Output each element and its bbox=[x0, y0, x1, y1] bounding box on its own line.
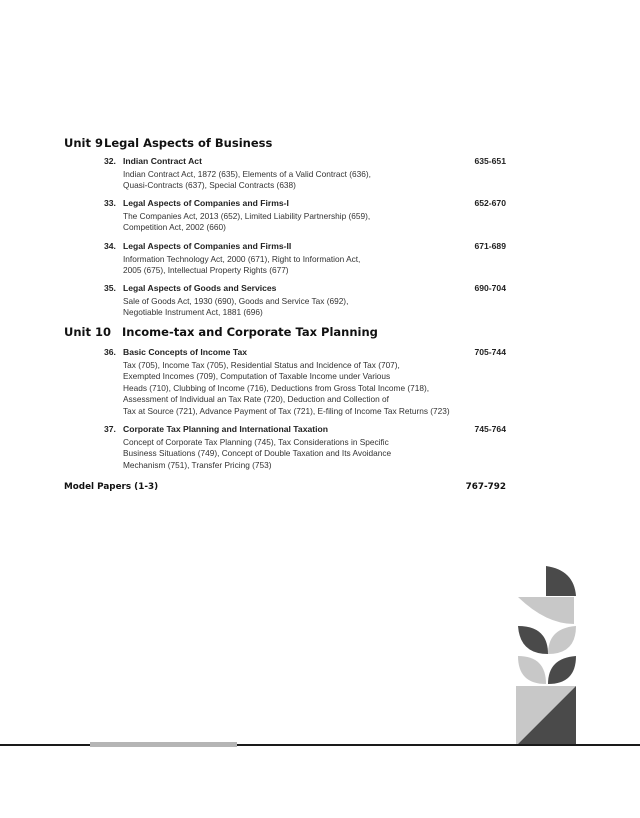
decor-right-leaf-dark bbox=[548, 656, 576, 684]
chapter-number: 33. bbox=[104, 198, 116, 208]
chapter-topics bbox=[123, 296, 348, 319]
topic-line: Competition Act, 2002 (660) bbox=[123, 222, 226, 233]
unit-title: Legal Aspects of Business bbox=[104, 136, 273, 150]
topic-line: Negotiable Instrument Act, 1881 (696) bbox=[123, 307, 263, 318]
page-range: 690-704 bbox=[474, 283, 506, 293]
chapter-title: Legal Aspects of Companies and Firms-II bbox=[123, 241, 292, 251]
page-range: 652-670 bbox=[474, 198, 506, 208]
topic-line: Assessment of Individual an Tax Rate (720), Deduction and Collection of bbox=[123, 394, 389, 405]
topic-line: Tax at Source (721), Advance Payment of Tax (721), E-filing of Income Tax Returns (723) bbox=[123, 405, 450, 416]
unit-heading bbox=[64, 136, 103, 150]
chapter-topics bbox=[123, 360, 450, 417]
decor-right-leaf bbox=[548, 626, 576, 654]
chapter-number: 36. bbox=[104, 347, 116, 357]
topic-line: 2005 (675), Intellectual Property Rights (677) bbox=[123, 265, 289, 276]
chapter-number: 35. bbox=[104, 283, 116, 293]
topic-line: Heads (710), Clubbing of Income (716), Deductions from Gross Total Income (718), bbox=[123, 382, 430, 393]
chapter-topics bbox=[123, 169, 371, 192]
unit-number: Unit 10 bbox=[64, 325, 111, 339]
chapter-number: 32. bbox=[104, 156, 116, 166]
page-range: 635-651 bbox=[474, 156, 506, 166]
topic-line: The Companies Act, 2013 (652), Limited Liability Partnership (659), bbox=[123, 211, 371, 221]
topic-line: Exempted Incomes (709), Computation of Taxable Income under Various bbox=[123, 371, 391, 382]
topic-line: Sale of Goods Act, 1930 (690), Goods and Service Tax (692), bbox=[123, 296, 349, 306]
unit-number: Unit 9 bbox=[64, 136, 103, 150]
topic-line: Indian Contract Act, 1872 (635), Elements of a Valid Contract (636), bbox=[123, 169, 371, 179]
chapter-number: 34. bbox=[104, 241, 116, 251]
unit-title: Income-tax and Corporate Tax Planning bbox=[122, 325, 378, 339]
decorative-leaf-graphic bbox=[516, 566, 578, 746]
unit-heading bbox=[64, 325, 111, 339]
page-range: 705-744 bbox=[474, 347, 506, 357]
page-range: 745-764 bbox=[474, 424, 506, 434]
decor-left-leaf bbox=[518, 626, 548, 654]
decor-top-shape bbox=[546, 566, 576, 596]
topic-line: Concept of Corporate Tax Planning (745), Tax Considerations in Specific bbox=[123, 437, 389, 447]
model-papers-pages: 767-792 bbox=[465, 482, 506, 492]
chapter-title: Legal Aspects of Companies and Firms-I bbox=[123, 198, 289, 208]
chapter-title: Indian Contract Act bbox=[123, 156, 202, 166]
chapter-topics bbox=[123, 254, 360, 277]
page-range: 671-689 bbox=[474, 241, 506, 251]
chapter-number: 37. bbox=[104, 424, 116, 434]
decor-left-leaf-light bbox=[518, 656, 546, 684]
chapter-title: Basic Concepts of Income Tax bbox=[123, 347, 248, 357]
decor-light-shape bbox=[518, 597, 574, 624]
chapter-title: Corporate Tax Planning and International Taxation bbox=[123, 424, 328, 434]
topic-line: Tax (705), Income Tax (705), Residential Status and Incidence of Tax (707), bbox=[123, 360, 400, 370]
chapter-title: Legal Aspects of Goods and Services bbox=[123, 283, 277, 293]
topic-line: Information Technology Act, 2000 (671), Right to Information Act, bbox=[123, 254, 361, 264]
topic-line: Business Situations (749), Concept of Double Taxation and Its Avoidance bbox=[123, 448, 392, 459]
chapter-topics bbox=[123, 211, 370, 234]
model-papers-label: Model Papers (1-3) bbox=[64, 482, 159, 492]
topic-line: Quasi-Contracts (637), Special Contracts (638) bbox=[123, 180, 296, 191]
footer-accent-bar bbox=[90, 742, 237, 747]
topic-line: Mechanism (751), Transfer Pricing (753) bbox=[123, 459, 272, 470]
chapter-topics bbox=[123, 437, 391, 471]
